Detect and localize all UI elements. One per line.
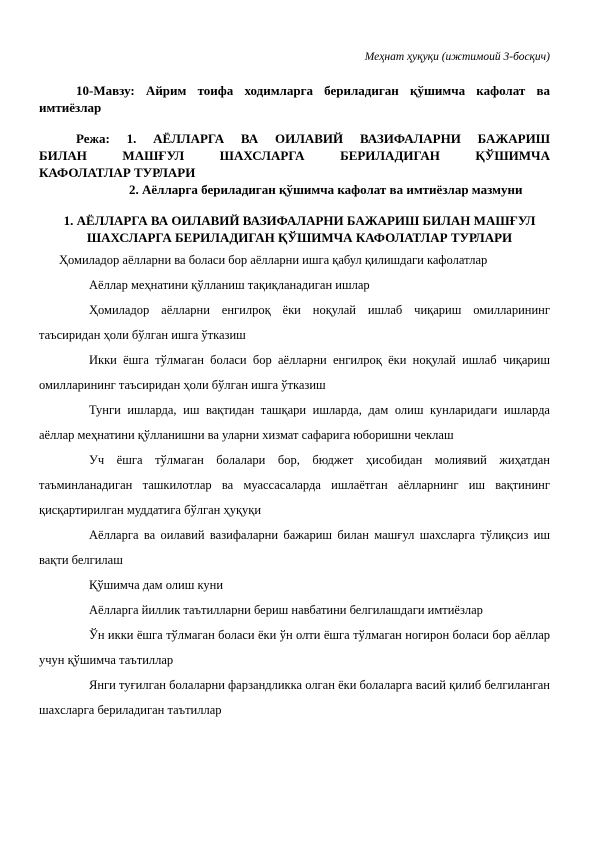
- paragraph: Тунги ишларда, иш вақтидан ташқари ишларда, дам олиш кунларидаги ишларда аёллар меҳнатини қўлланишни ва уларни хизмат сафарига юборишни чеклаш: [39, 403, 550, 442]
- paragraph: Аёлларга ва оилавий вазифаларни бажариш билан машғул шахсларга тўлиқсиз иш вақти белгилаш: [39, 528, 550, 567]
- paragraph: Қўшимча дам олиш куни: [89, 578, 224, 592]
- paragraph: Ҳомиладор аёлларни енгилроқ ёки ноқулай ишлаб чиқариш омилларининг таъсиридан ҳоли бўлган ишга ўтказиш: [39, 303, 550, 342]
- paragraph: Икки ёшга тўлмаган боласи бор аёлларни енгилроқ ёки ноқулай ишлаб чиқариш омилларининг таъсиридан ҳоли бўлган ишга ўтказиш: [39, 353, 550, 392]
- plan-item-2: 2. Аёлларга бериладиган қўшимча кафолат ва имтиёзлар мазмуни: [129, 182, 523, 197]
- paragraph: Ўн икки ёшга тўлмаган боласи ёки ўн олти ёшга тўлмаган ногирон боласи бор аёллар учун қўшимча таътиллар: [39, 628, 550, 667]
- paragraph: Ҳомиладор аёлларни ва боласи бор аёлларни ишга қабул қилишдаги кафолатлар: [59, 253, 488, 267]
- paragraph: Аёлларга йиллик таътилларни бериш навбатини белгилашдаги имтиёзлар: [89, 603, 483, 617]
- paragraph: Аёллар меҳнатини қўлланиш тақиқланадиган ишлар: [89, 278, 370, 292]
- plan-line-3: КАФОЛАТЛАР ТУРЛАРИ: [39, 165, 196, 180]
- section-title: 1. АЁЛЛАРГА ВА ОИЛАВИЙ ВАЗИФАЛАРНИ БАЖАРИШ БИЛАН МАШҒУЛ ШАХСЛАРГА БЕРИЛАДИГАН ҚЎШИМЧА КАФОЛАТЛАР ТУРЛАРИ: [63, 213, 536, 245]
- plan-line-1: Режа: 1. АЁЛЛАРГА ВА ОИЛАВИЙ ВАЗИФАЛАРНИ БАЖАРИШ: [76, 131, 550, 146]
- running-header: Меҳнат ҳуқуқи (ижтимоий 3-босқич): [364, 51, 550, 63]
- paragraph: Янги туғилган болаларни фарзандликка олган ёки болаларга васий қилиб белгиланган шахсларга бериладиган таътиллар: [39, 678, 550, 717]
- body-paragraphs: [39, 248, 550, 723]
- paragraph: Уч ёшга тўлмаган болалари бор, бюджет ҳисобидан молиявий жиҳатдан таъминланадиган ташкилотлар ва муассасаларда ишлаётган аёлларнинг иш вақтининг қисқартирилган муддатига бўлган ҳуқуқи: [39, 453, 550, 517]
- topic-title: 10-Мавзу: Айрим тоифа ходимларга бериладиган қўшимча кафолат ва имтиёзлар: [39, 83, 550, 115]
- plan-line-2: БИЛАН МАШҒУЛ ШАХСЛАРГА БЕРИЛАДИГАН ҚЎШИМЧА: [39, 148, 550, 163]
- plan: [39, 130, 550, 198]
